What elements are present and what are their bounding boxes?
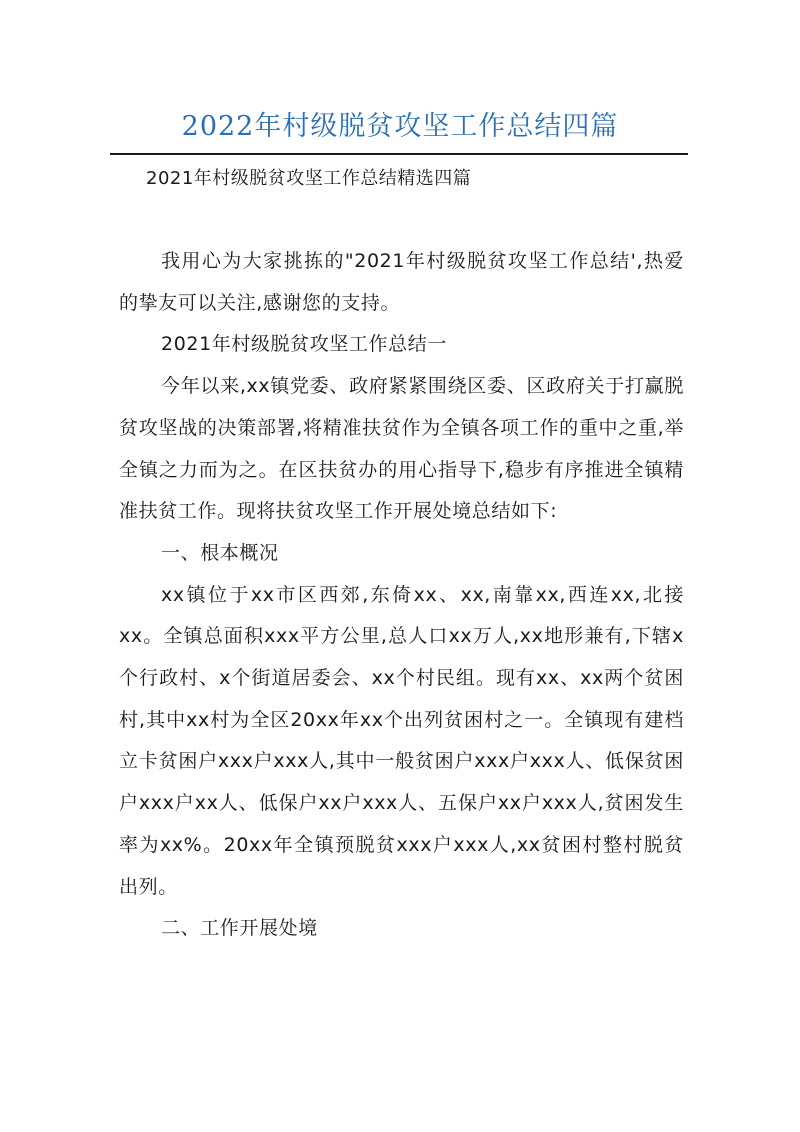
document-body — [119, 241, 684, 950]
document-subtitle: 2021年村级脱贫攻坚工作总结精选四篇 — [146, 168, 472, 189]
section-heading-summary-one: 2021年村级脱贫攻坚工作总结一 — [161, 333, 447, 356]
title-divider — [110, 153, 688, 155]
body-paragraph-basic-situation: xx镇位于xx市区西郊,东倚xx、xx,南靠xx,西连xx,北接xx。全镇总面积xxx平方公里,总人口xx万人,xx地形兼有,下辖x个行政村、x个街道居委会、xx个村民组。现有xx、xx两个贫困村,其中xx村为全区20xx年xx个出列贫困村之一。全镇现有建档立卡贫困户xxx户xxx人,其中一般贫困户xxx户xxx人、低保贫困户xxx户xx人、低保户xx户xxx人、五保户xx户xxx人,贫困发生率为xx%。20xx年全镇预脱贫xxx户xxx人,xx贫困村整村脱贫出列。 — [119, 583, 684, 898]
body-paragraph-overview: 今年以来,xx镇党委、政府紧紧围绕区委、区政府关于打赢脱贫攻坚战的决策部署,将精准扶贫作为全镇各项工作的重中之重,举全镇之力而为之。在区扶贫办的用心指导下,稳步有序推进全镇精准扶贫工作。现将扶贫攻坚工作开展处境总结如下: — [119, 375, 684, 523]
section-heading-basic-situation: 一、根本概况 — [161, 541, 279, 564]
document-title: 2022年村级脱贫攻坚工作总结四篇 — [181, 111, 619, 142]
intro-paragraph: 我用心为大家挑拣的"2021年村级脱贫攻坚工作总结',热爱的挚友可以关注,感谢您的支持。 — [119, 250, 684, 314]
section-heading-work-progress: 二、工作开展处境 — [161, 917, 318, 940]
